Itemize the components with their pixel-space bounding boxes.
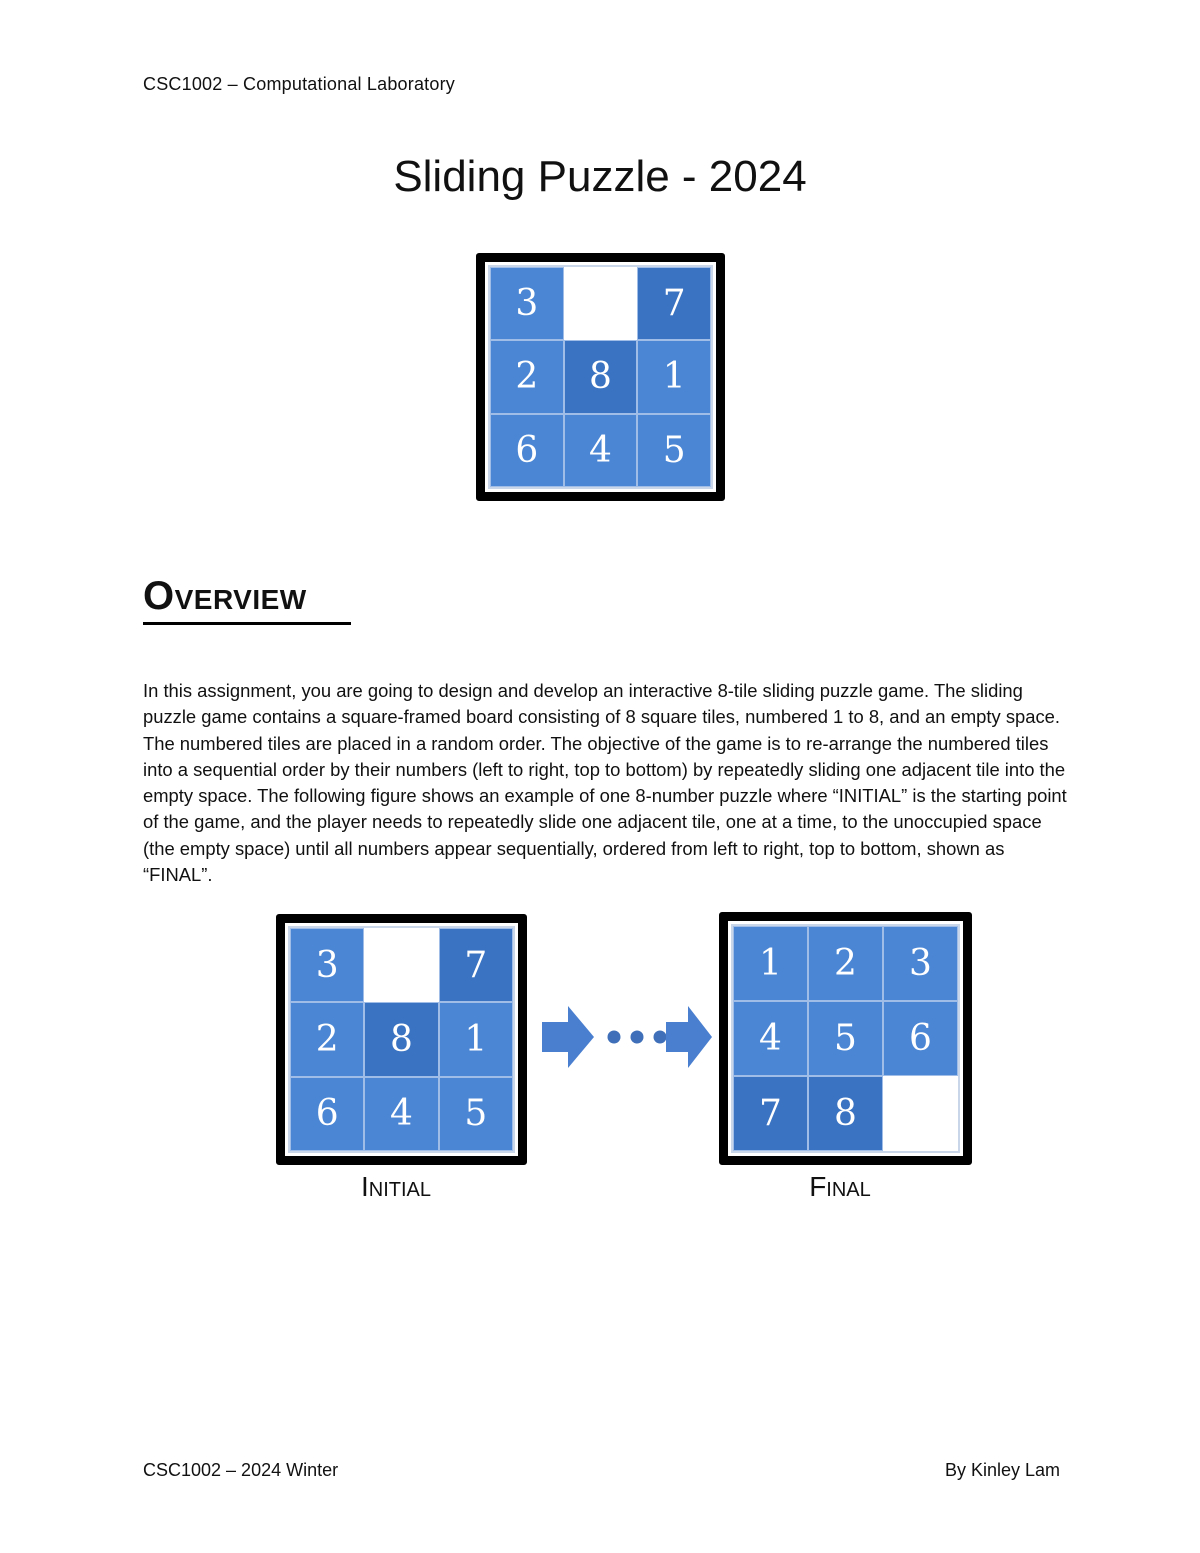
puzzle-tile: 4 xyxy=(364,1077,438,1151)
puzzle-tile: 3 xyxy=(490,267,564,340)
footer-author: By Kinley Lam xyxy=(944,1460,1060,1480)
puzzle-tile: 3 xyxy=(883,926,958,1001)
puzzle-tile: 2 xyxy=(290,1002,364,1076)
final-board-grid xyxy=(731,924,960,1153)
right-arrow-icon xyxy=(542,1006,594,1068)
ellipsis-dot xyxy=(654,1031,667,1044)
puzzle-tile: 6 xyxy=(290,1077,364,1151)
puzzle-tile: 8 xyxy=(564,340,638,413)
overview-paragraph: In this assignment, you are going to design and develop an interactive 8-tile sliding puzzle game. The sliding puzzle game contains a square-framed board consisting of 8 square tiles, numbered 1 to 8, and an empty space. The numbered tiles are placed in a random order. The objective of the game is to re-arrange the numbered tiles into a sequential order by their numbers (left to right, top to bottom) by repeatedly sliding one adjacent tile into the empty space. The following figure shows an example of one 8-number puzzle where “INITIAL” is the starting point of the game, and the player needs to repeatedly slide one adjacent tile, one at a time, to the unoccupied space (the empty space) until all numbers appear sequentially, ordered from left to right, top to bottom, shown as “FINAL”. xyxy=(143,680,1067,886)
initial-label: Initial xyxy=(360,1171,431,1202)
puzzle-tile: 5 xyxy=(439,1077,513,1151)
section-underline xyxy=(143,622,351,625)
empty-space xyxy=(364,928,438,1002)
ellipsis-dot xyxy=(631,1031,644,1044)
puzzle-tile: 8 xyxy=(808,1076,883,1151)
puzzle-tile: 1 xyxy=(637,340,711,413)
initial-puzzle-board xyxy=(276,914,527,1165)
puzzle-tile: 8 xyxy=(364,1002,438,1076)
document-title: Sliding Puzzle - 2024 xyxy=(393,152,807,201)
puzzle-tile: 7 xyxy=(733,1076,808,1151)
section-heading-overview: Overview xyxy=(143,574,307,618)
ellipsis-dot xyxy=(608,1031,621,1044)
puzzle-tile: 1 xyxy=(733,926,808,1001)
puzzle-tile: 2 xyxy=(490,340,564,413)
puzzle-tile: 2 xyxy=(808,926,883,1001)
puzzle-tile: 7 xyxy=(439,928,513,1002)
puzzle-tile: 4 xyxy=(733,1001,808,1076)
empty-space xyxy=(564,267,638,340)
final-puzzle-board xyxy=(719,912,972,1165)
puzzle-tile: 5 xyxy=(808,1001,883,1076)
puzzle-tile: 6 xyxy=(883,1001,958,1076)
puzzle-tile: 4 xyxy=(564,414,638,487)
empty-space xyxy=(883,1076,958,1151)
puzzle-tile: 3 xyxy=(290,928,364,1002)
footer-course-term: CSC1002 – 2024 Winter xyxy=(143,1460,339,1480)
right-arrow-icon xyxy=(666,1006,712,1068)
progress-arrow-graphic xyxy=(540,1004,715,1070)
hero-board-grid xyxy=(488,265,713,489)
hero-puzzle-board xyxy=(476,253,725,501)
final-label: Final xyxy=(809,1171,871,1202)
puzzle-tile: 5 xyxy=(637,414,711,487)
puzzle-tile: 1 xyxy=(439,1002,513,1076)
puzzle-tile: 7 xyxy=(637,267,711,340)
puzzle-tile: 6 xyxy=(490,414,564,487)
running-header: CSC1002 – Computational Laboratory xyxy=(143,74,455,94)
initial-board-grid xyxy=(288,926,515,1153)
